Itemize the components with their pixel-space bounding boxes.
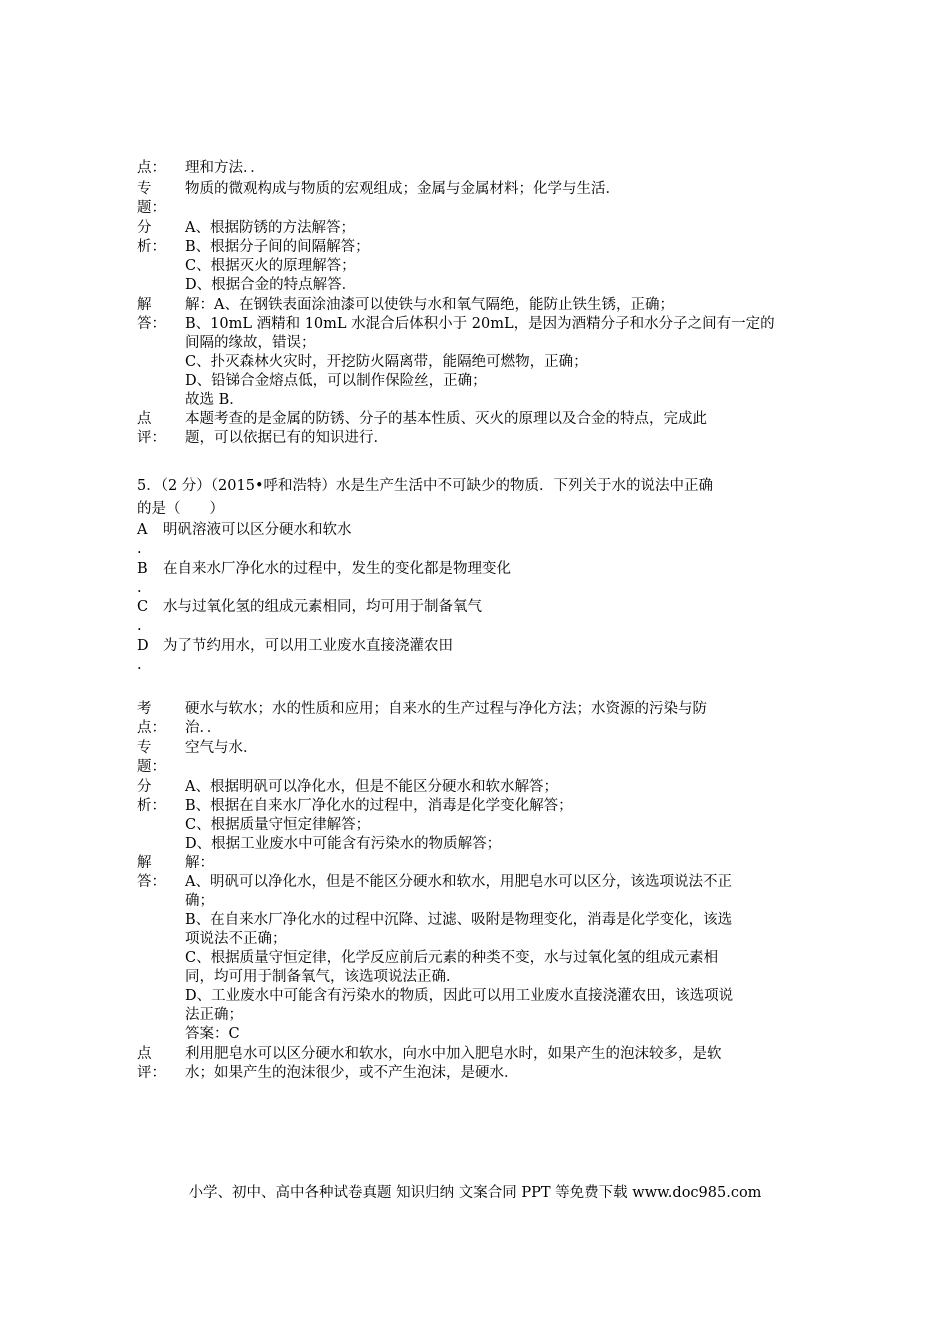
dianping-label-2: 评： (137, 1065, 166, 1081)
jieda-line: 项说法不正确； (185, 931, 287, 947)
fenxi-label-2: 析： (137, 798, 166, 814)
kaodian-label-1: 考 (137, 701, 152, 717)
fenxi-line: A、根据防锈的方法解答； (185, 220, 355, 236)
dianping-line: 题，可以依据已有的知识进行． (185, 430, 388, 446)
kaodian-line: 治．． (185, 720, 222, 736)
option-letter-d: D (137, 638, 149, 654)
jieda-line: C、根据质量守恒定律，化学反应前后元素的种类不变，水与过氧化氢的组成元素相 (185, 950, 719, 966)
fenxi-label-1: 分 (137, 220, 152, 236)
jieda-line: B、10mL 酒精和 10mL 水混合后体积小于 20mL，是因为酒精分子和水分子之间有一定的 (185, 316, 775, 332)
jieda-line: D、工业废水中可能含有污染水的物质，因此可以用工业废水直接浇灌农田，该选项说 (185, 988, 734, 1004)
jieda-line: 故选 B． (185, 392, 244, 408)
fenxi-line: B、根据分子间的间隔解答； (185, 239, 370, 255)
jieda-line: 答案：C (185, 1026, 240, 1042)
zhuanti-text: 空气与水． (185, 740, 258, 756)
option-letter-b: B (137, 561, 148, 577)
zhuanti-label-1: 专 (137, 181, 152, 197)
fenxi-line: B、根据在自来水厂净化水的过程中，消毒是化学变化解答； (185, 798, 573, 814)
jieda-line: 确； (185, 893, 214, 909)
dianping-line: 本题考查的是金属的防锈、分子的基本性质、灭火的原理以及合金的特点，完成此 (185, 411, 707, 427)
option-letter-c: C (137, 599, 149, 615)
jieda-line: 解：A、在钢铁表面涂油漆可以使铁与水和氧气隔绝，能防止铁生锈，正确； (185, 297, 674, 313)
fenxi-label-2: 析： (137, 239, 166, 255)
jieda-line: 间隔的缘故，错误； (185, 335, 316, 351)
fenxi-line: D、根据工业废水中可能含有污染水的物质解答； (185, 836, 502, 852)
dianping-label-1: 点 (137, 1046, 152, 1062)
kaodian-text-tail: 理和方法．． (185, 160, 265, 176)
zhuanti-label-1: 专 (137, 740, 152, 756)
option-text-a: 明矾溶液可以区分硬水和软水 (163, 522, 352, 538)
fenxi-line: C、根据灭火的原理解答； (185, 258, 356, 274)
dianping-label-1: 点 (137, 411, 152, 427)
kaodian-label-2: 点： (137, 720, 166, 736)
dianping-line: 利用肥皂水可以区分硬水和软水，向水中加入肥皂水时，如果产生的泡沫较多，是软 (185, 1046, 722, 1062)
option-dot-c: . (137, 618, 142, 634)
option-dot-a: . (137, 541, 142, 557)
fenxi-line: A、根据明矾可以净化水，但是不能区分硬水和软水解答； (185, 779, 558, 795)
dianping-line: 水；如果产生的泡沫很少，或不产生泡沫，是硬水． (185, 1065, 519, 1081)
jieda-label-2: 答： (137, 316, 166, 332)
jieda-label-2: 答： (137, 874, 166, 890)
option-letter-a: A (137, 522, 148, 538)
kaodian-line: 硬水与软水；水的性质和应用；自来水的生产过程与净化方法；水资源的污染与防 (185, 701, 707, 717)
zhuanti-label-2: 题： (137, 200, 166, 216)
fenxi-line: D、根据合金的特点解答． (185, 277, 357, 293)
zhuanti-text: 物质的微观构成与物质的宏观组成；金属与金属材料；化学与生活． (185, 181, 620, 197)
jieda-line: C、扑灭森林火灾时，开挖防火隔离带，能隔绝可燃物，正确； (185, 354, 588, 370)
zhuanti-label-2: 题： (137, 759, 166, 775)
question-stem: 的是（ ） (137, 501, 224, 517)
jieda-line: B、在自来水厂净化水的过程中沉降、过滤、吸附是物理变化，消毒是化学变化，该选 (185, 912, 733, 928)
fenxi-line: C、根据质量守恒定律解答； (185, 817, 371, 833)
jieda-line: 法正确； (185, 1007, 243, 1023)
jieda-line: 同，均可用于制备氧气，该选项说法正确． (185, 969, 461, 985)
option-text-d: 为了节约用水，可以用工业废水直接浇灌农田 (163, 638, 453, 654)
fenxi-label-1: 分 (137, 779, 152, 795)
option-text-c: 水与过氧化氢的组成元素相同，均可用于制备氧气 (163, 599, 482, 615)
jieda-line: 解： (185, 855, 214, 871)
jieda-line: A、明矾可以净化水，但是不能区分硬水和软水，用肥皂水可以区分，该选项说法不正 (185, 874, 732, 890)
jieda-label-1: 解 (137, 855, 152, 871)
option-dot-d: . (137, 657, 142, 673)
page-footer: 小学、初中、高中各种试卷真题 知识归纳 文案合同 PPT 等免费下载 www.doc985.com (188, 1185, 762, 1201)
option-dot-b: . (137, 580, 142, 596)
option-text-b: 在自来水厂净化水的过程中，发生的变化都是物理变化 (163, 561, 511, 577)
jieda-line: D、铅锑合金熔点低，可以制作保险丝，正确； (185, 373, 487, 389)
jieda-label-1: 解 (137, 297, 152, 313)
kaodian-label-tail: 点： (137, 160, 166, 176)
question-stem: 5．（2 分）（2015•呼和浩特）水是生产生活中不可缺少的物质．下列关于水的说法中正确 (137, 478, 714, 494)
dianping-label-2: 评： (137, 430, 166, 446)
